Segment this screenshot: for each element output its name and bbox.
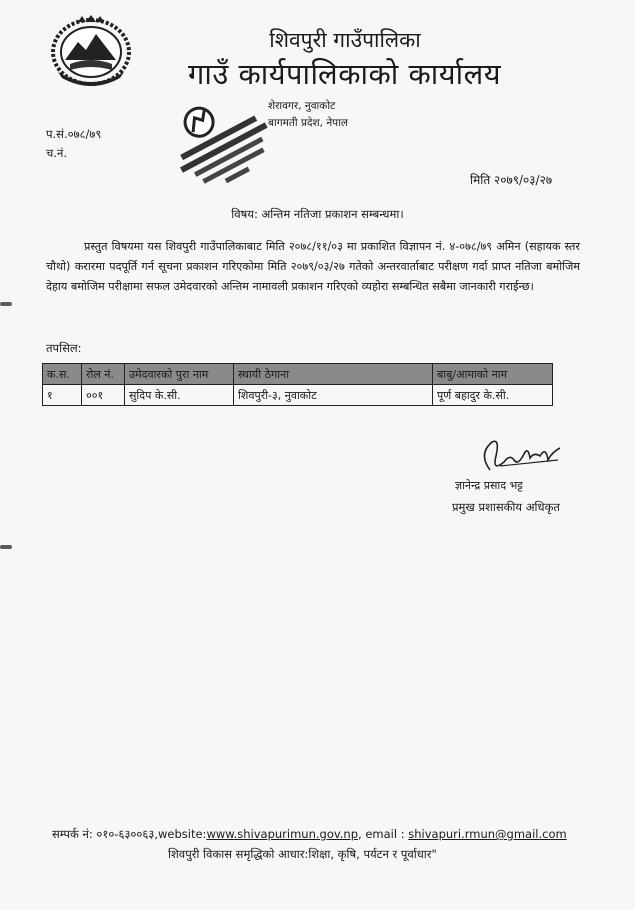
punch-hole-bottom xyxy=(0,545,12,549)
punch-hole-top xyxy=(0,302,12,306)
footer-slogan: शिवपुरी विकास समृद्धिको आधार:शिक्षा, कृषि, पर्यटन र पूर्वाधार" xyxy=(168,847,437,861)
cell-address: शिवपुरी-३, नुवाकोट xyxy=(234,385,433,406)
office-address-province: बागमती प्रदेश, नेपाल xyxy=(268,117,348,129)
municipality-seal-icon xyxy=(160,92,285,197)
letter-subject: विषय: अन्तिम नतिजा प्रकाशन सम्बन्धमा। xyxy=(231,207,404,221)
nepal-emblem-icon xyxy=(48,12,134,88)
cell-serial: १ xyxy=(43,385,82,406)
letter-number: प.सं.०७८/७९ xyxy=(46,127,102,141)
result-table xyxy=(42,363,553,406)
cell-roll: ००१ xyxy=(82,385,125,406)
signatory-name: ज्ञानेन्द्र प्रसाद भट्ट xyxy=(455,479,523,492)
body-paragraph: प्रस्तुत विषयमा यस शिवपुरी गाउँपालिकाबाट मिति २०७८/११/०३ मा प्रकाशित विज्ञापन नं. ४-०७८/७९ अमिन (सहायक स्तर चौथो) करारमा पदपूर्ति गर्न सूचना प्रकाशन गरिएकोमा मिति २०७९/०३/२७ गतेको अन्तरवार्ताबाट परीक्षण गर्दा प्राप्त नतिजा बमोजिम देहाय बमोजिम परीक्षामा सफल उमेदवारको अन्तिम नामावली प्रकाशन गरिएको व्यहोरा सम्बन्धित सबैमा जानकारी गराईन्छ। xyxy=(46,240,580,293)
office-name: शिवपुरी गाउँपालिका xyxy=(269,28,421,52)
office-address-district: शेरावगर, नुवाकोट xyxy=(268,100,336,112)
col-parent-header: बाबु/आमाको नाम xyxy=(433,364,553,385)
dispatch-number: च.नं. xyxy=(46,146,67,160)
col-name-header: उमेदवारको पुरा नाम xyxy=(125,364,234,385)
cell-name: सुदिप के.सी. xyxy=(125,385,234,406)
details-label: तपसिल: xyxy=(46,341,82,355)
contact-phone: सम्पर्क नं: ०१०-६३००६३,website: xyxy=(52,827,207,841)
office-title: गाउँ कार्यपालिकाको कार्यालय xyxy=(188,57,502,91)
table-row xyxy=(43,385,553,406)
letter-date: मिति २०७९/०३/२७ xyxy=(470,173,553,187)
signature-icon xyxy=(470,432,565,477)
letter-body xyxy=(46,237,580,297)
col-serial-header: क.स. xyxy=(43,364,82,385)
signatory-designation: प्रमुख प्रशासकीय अधिकृत xyxy=(452,500,560,514)
col-address-header: स्थायी ठेगाना xyxy=(234,364,433,385)
cell-parent: पूर्ण बहादुर के.सी. xyxy=(433,385,553,406)
footer-contact xyxy=(52,827,567,842)
website-link[interactable]: www.shivapurimun.gov.np xyxy=(206,827,359,841)
email-label: , email : xyxy=(358,827,409,841)
email-link[interactable]: shivapuri.rmun@gmail.com xyxy=(408,827,567,841)
col-roll-header: रोल नं. xyxy=(82,364,125,385)
table-header-row xyxy=(43,364,553,385)
